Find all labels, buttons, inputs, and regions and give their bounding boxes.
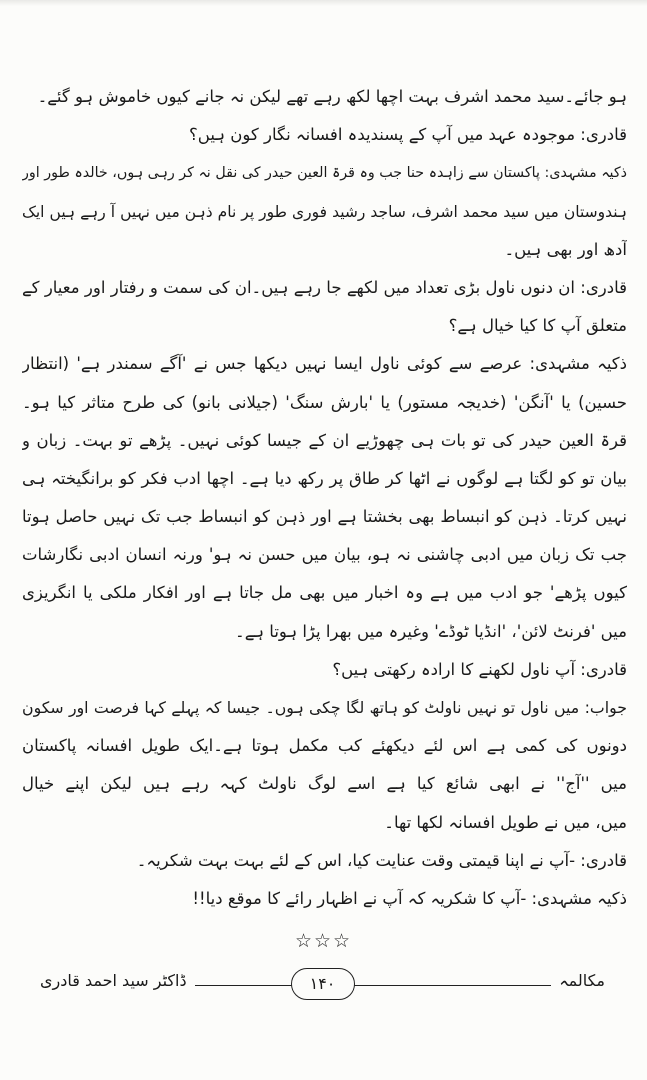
page-number: ۱۴۰ — [291, 968, 355, 1000]
page-top-edge — [0, 0, 647, 6]
text-line: ذکیہ مشہدی: پاکستان سے زاہدہ حنا جب وہ قرۃ العین حیدر کی نقل نہ کر رہی ہوں، خالدہ طور اور — [22, 165, 627, 182]
text-line: ذکیہ مشہدی: -آپ کا شکریہ کہ آپ نے اظہار رائے کا موقع دیا!! — [192, 888, 627, 908]
text-line: قادری: موجودہ عہد میں آپ کے پسندیدہ افسانہ نگار کون ہیں؟ — [189, 125, 627, 145]
text-line: ہو جائے۔سید محمد اشرف بہت اچھا لکھ رہے تھے لیکن نہ جانے کیوں خاموش ہو گئے۔ — [37, 87, 627, 106]
footer-section-title: مکالمہ — [551, 971, 605, 990]
text-line: قرۃ العین حیدر کی تو بات ہی چھوڑیے ان کے جیسا کوئی نہیں۔ پڑھے تو بہت۔ زبان و — [22, 430, 627, 450]
interview-text — [22, 78, 627, 918]
text-line: حسین) یا 'آنگن' (خدیجہ مستور) یا 'بارش سنگ' (جیلانی بانو) کی طرح متاثر کیا ہو۔ — [22, 392, 627, 412]
text-line: قادری: آپ ناول لکھنے کا ارادہ رکھتی ہیں؟ — [332, 659, 627, 679]
text-line: متعلق آپ کا کیا خیال ہے؟ — [448, 316, 627, 336]
text-line: دونوں کی کمی ہے اس لئے دیکھئے کب مکمل ہوتا ہے۔ایک طویل افسانہ پاکستان — [22, 736, 627, 756]
text-line: نہیں کرتا۔ ذہن کو انبساط بھی بخشتا ہے اور ذہن کو انبساط جب تک نہیں حاصل ہوتا — [22, 507, 627, 527]
text-line: ہندوستان میں سید محمد اشرف، ساجد رشید فوری طور پر نام ذہن میں نہیں آ رہے ہیں ایک — [22, 202, 627, 221]
text-line: آدھ اور بھی ہیں۔ — [504, 239, 627, 259]
text-line: ذکیہ مشہدی: عرصے سے کوئی ناول ایسا نہیں دیکھا جس نے 'آگے سمندر ہے' (انتظار — [22, 354, 627, 374]
text-line: قادری: ان دنوں ناول بڑی تعداد میں لکھے جا رہے ہیں۔ان کی سمت و رفتار اور معیار کے — [22, 277, 627, 297]
text-line: میں 'فرنٹ لائن'، 'انڈیا ٹوڈے' وغیرہ میں بھرا پڑا ہوتا ہے۔ — [235, 621, 627, 641]
text-line: بیان تو کو لگتا ہے لوگوں نے اٹھا کر طاق پر رکھ دیا ہے۔ اچھا ادب فکر کو برانگیختہ ہی — [22, 468, 627, 488]
text-line: قادری: -آپ نے اپنا قیمتی وقت عنایت کیا، اس کے لئے بہت بہت شکریہ۔ — [136, 850, 627, 870]
text-line: میں ''آج'' نے ابھی شائع کیا ہے اسے لوگ ناولٹ کہہ رہے ہیں لیکن اپنے خیال — [22, 774, 627, 794]
text-line: کیوں پڑھے' جو ادب میں ہے وہ اخبار میں بھی مل جاتا ہے اور افکار ملکی یا انگریزی — [22, 583, 627, 603]
text-line: جواب: میں ناول تو نہیں ناولٹ کو ہاتھ لگا چکی ہوں۔ جیسا کہ پہلے کہا فرصت اور سکون — [22, 698, 627, 717]
page-footer — [40, 965, 605, 1005]
text-line: جب تک زبان میں ادبی چاشنی نہ ہو، بیان میں حسن نہ ہو' ورنہ انسان ادبی نگارشات — [22, 545, 627, 565]
footer-author: ڈاکٹر سید احمد قادری — [40, 971, 195, 990]
section-ornament: ☆☆☆ — [294, 930, 353, 952]
text-line: میں، میں نے طویل افسانہ لکھا تھا۔ — [384, 812, 627, 832]
